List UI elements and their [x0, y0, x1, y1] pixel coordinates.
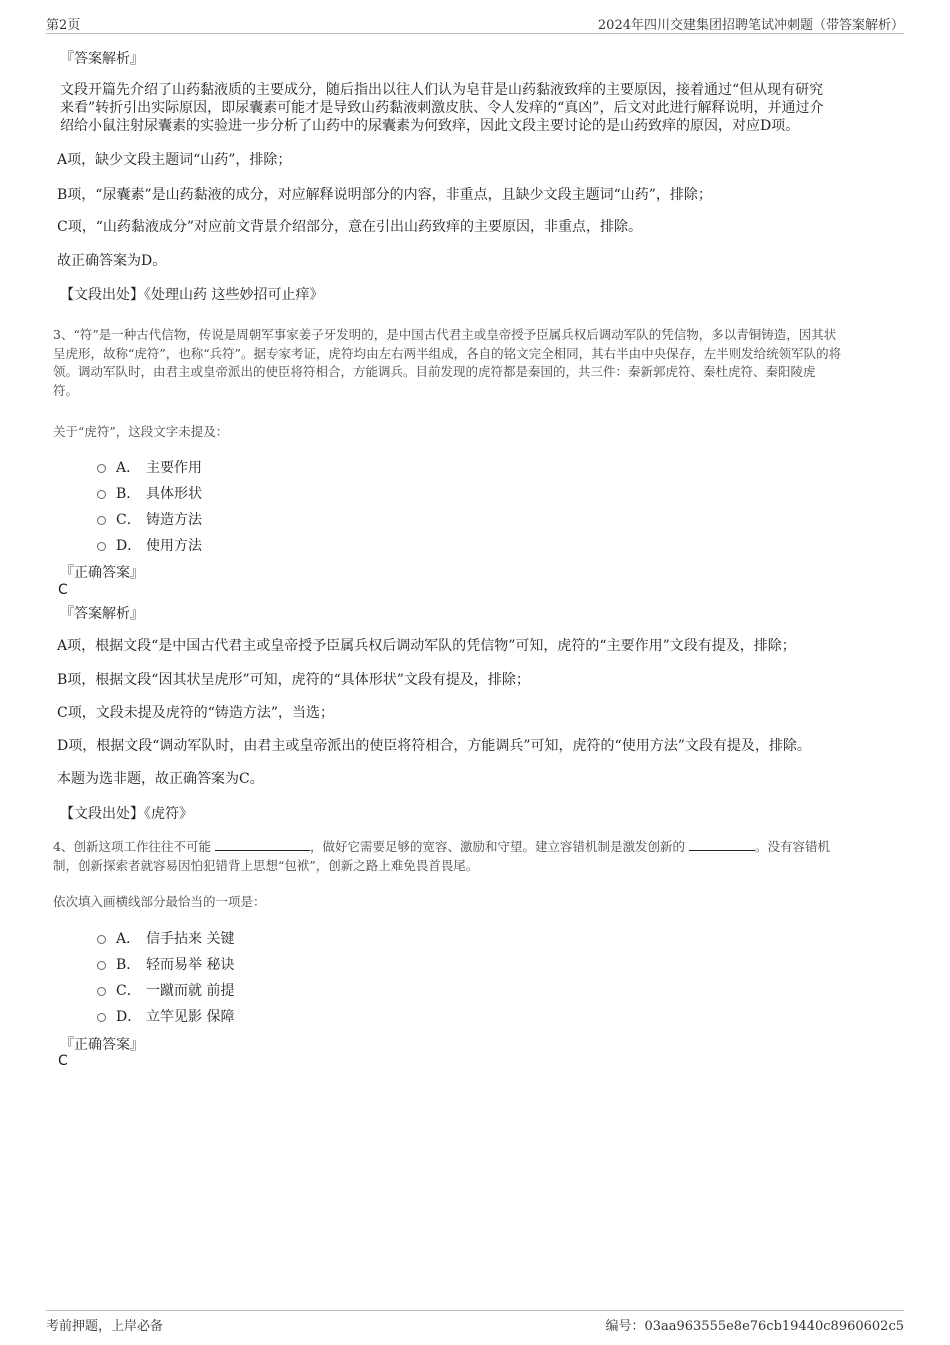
q3-option-d[interactable]: [97, 535, 202, 555]
q4-option-a[interactable]: [97, 928, 234, 948]
radio-button-icon[interactable]: [97, 987, 106, 996]
q3-option-b[interactable]: [97, 483, 202, 503]
q4-option-b[interactable]: [97, 954, 234, 974]
option-text: 铸造方法: [146, 512, 202, 528]
correct-answer: C: [58, 582, 68, 598]
stem-line: 3、“符”是一种古代信物，传说是周朝军事家姜子牙发明的，是中国古代君主或皇帝授予臣属兵权后调动军队的凭信物，多以青铜铸造，因其状: [53, 327, 837, 342]
page-header: [46, 12, 904, 34]
passage-source: 【文段出处】《虎符》: [60, 806, 193, 822]
question-4-stem: [53, 838, 913, 875]
analysis-text: [60, 81, 900, 135]
option-text: 立竿见影 保障: [146, 1009, 235, 1025]
analysis-label: 『答案解析』: [60, 51, 144, 67]
document-id: 编号：03aa963555e8e76cb19440c8960602c5: [605, 1319, 904, 1334]
correct-answer: C: [58, 1053, 68, 1069]
analysis-line: 来看”转折引出实际原因，即尿囊素可能才是导致山药黏液刺激皮肤、令人发痒的“真凶”，后文对此进行解释说明，并通过介: [60, 100, 824, 116]
q3-option-c[interactable]: [97, 509, 202, 529]
q3-option-a[interactable]: [97, 457, 202, 477]
option-text: 使用方法: [146, 538, 202, 554]
radio-button-icon[interactable]: [97, 542, 106, 551]
analysis-item-d: D项，根据文段“调动军队时，由君主或皇帝派出的使臣将符相合，方能调兵”可知，虎符的“使用方法”文段有提及，排除。: [57, 738, 811, 754]
analysis-line: 文段开篇先介绍了山药黏液质的主要成分，随后指出以往人们认为皂苷是山药黏液致痒的主要原因，接着通过“但从现有研究: [60, 82, 824, 98]
option-letter: D．: [116, 538, 142, 554]
stem-line: 符。: [53, 382, 79, 398]
option-letter: B．: [116, 486, 141, 502]
question-3-prompt: 关于“虎符”，这段文字未提及：: [53, 424, 229, 439]
option-text: 信手拈来 关键: [146, 931, 235, 947]
correct-answer-label: 『正确答案』: [60, 1037, 144, 1053]
page-number: 第2页: [46, 18, 81, 33]
q4-option-d[interactable]: [97, 1006, 234, 1026]
analysis-line: 绍给小鼠注射尿囊素的实验进一步分析了山药中的尿囊素为何致痒，因此文段主要讨论的是山药致痒的原因，对应D项。: [60, 118, 800, 134]
document-title: 2024年四川交建集团招聘笔试冲刺题（带答案解析）: [597, 18, 904, 33]
analysis-item-c: C项，文段未提及虎符的“铸造方法”，当选；: [57, 705, 335, 721]
question-4-prompt: 依次填入画横线部分最恰当的一项是：: [53, 894, 266, 909]
stem-text: 。没有容错机: [754, 839, 830, 854]
analysis-item-b: B项，根据文段“因其状呈虎形”可知，虎符的“具体形状”文段有提及，排除；: [57, 672, 530, 688]
radio-button-icon[interactable]: [97, 464, 106, 473]
radio-button-icon[interactable]: [97, 1013, 106, 1022]
option-letter: B．: [116, 957, 141, 973]
option-letter: A．: [116, 931, 141, 947]
analysis-item-a: A项，根据文段“是中国古代君主或皇帝授予臣属兵权后调动军队的凭信物”可知，虎符的“主要作用”文段有提及，排除；: [57, 638, 796, 654]
analysis-item-b: B项，“尿囊素”是山药黏液的成分，对应解释说明部分的内容，非重点，且缺少文段主题词“山药”，排除；: [57, 187, 712, 203]
passage-source: 【文段出处】《处理山药 这些妙招可止痒》: [60, 287, 324, 303]
stem-line: 呈虎形，故称“虎符”，也称“兵符”。据专家考证，虎符均由左右两半组成，各自的铭文完全相同，其右半由中央保存，左半则发给统领军队的将: [53, 345, 842, 361]
option-text: 轻而易举 秘诀: [146, 957, 235, 973]
option-text: 主要作用: [146, 460, 202, 476]
option-letter: A．: [116, 460, 141, 476]
analysis-conclusion: 本题为选非题，故正确答案为C。: [57, 771, 264, 787]
radio-button-icon[interactable]: [97, 935, 106, 944]
fill-blank-2: [689, 839, 755, 851]
page-footer: [46, 1310, 904, 1334]
radio-button-icon[interactable]: [97, 490, 106, 499]
analysis-label: 『答案解析』: [60, 606, 144, 622]
footer-slogan: 考前押题，上岸必备: [46, 1319, 164, 1334]
option-letter: D．: [116, 1009, 142, 1025]
stem-line: 领。调动军队时，由君主或皇帝派出的使臣将符相合，方能调兵。目前发现的虎符都是秦国的，共三件：秦新郭虎符、秦杜虎符、秦阳陵虎: [53, 364, 816, 379]
option-text: 具体形状: [146, 486, 202, 502]
stem-text: 4、创新这项工作往往不可能: [53, 839, 211, 854]
fill-blank-1: [215, 839, 310, 851]
analysis-conclusion: 故正确答案为D。: [57, 253, 167, 269]
stem-line: [53, 838, 913, 857]
question-3-stem: [53, 326, 903, 400]
analysis-item-c: C项，“山药黏液成分”对应前文背景介绍部分，意在引出山药致痒的主要原因，非重点，排除。: [57, 219, 643, 235]
option-letter: C．: [116, 983, 141, 999]
analysis-item-a: A项，缺少文段主题词“山药”，排除；: [57, 152, 292, 168]
option-letter: C．: [116, 512, 141, 528]
option-text: 一蹴而就 前提: [146, 983, 235, 999]
stem-text: ，做好它需要足够的宽容、激励和守望。建立容错机制是激发创新的: [309, 839, 685, 854]
radio-button-icon[interactable]: [97, 961, 106, 970]
stem-line: 制，创新探索者就容易因怕犯错背上思想“包袱”，创新之路上难免畏首畏尾。: [53, 857, 479, 873]
radio-button-icon[interactable]: [97, 516, 106, 525]
q4-option-c[interactable]: [97, 980, 234, 1000]
correct-answer-label: 『正确答案』: [60, 565, 144, 581]
